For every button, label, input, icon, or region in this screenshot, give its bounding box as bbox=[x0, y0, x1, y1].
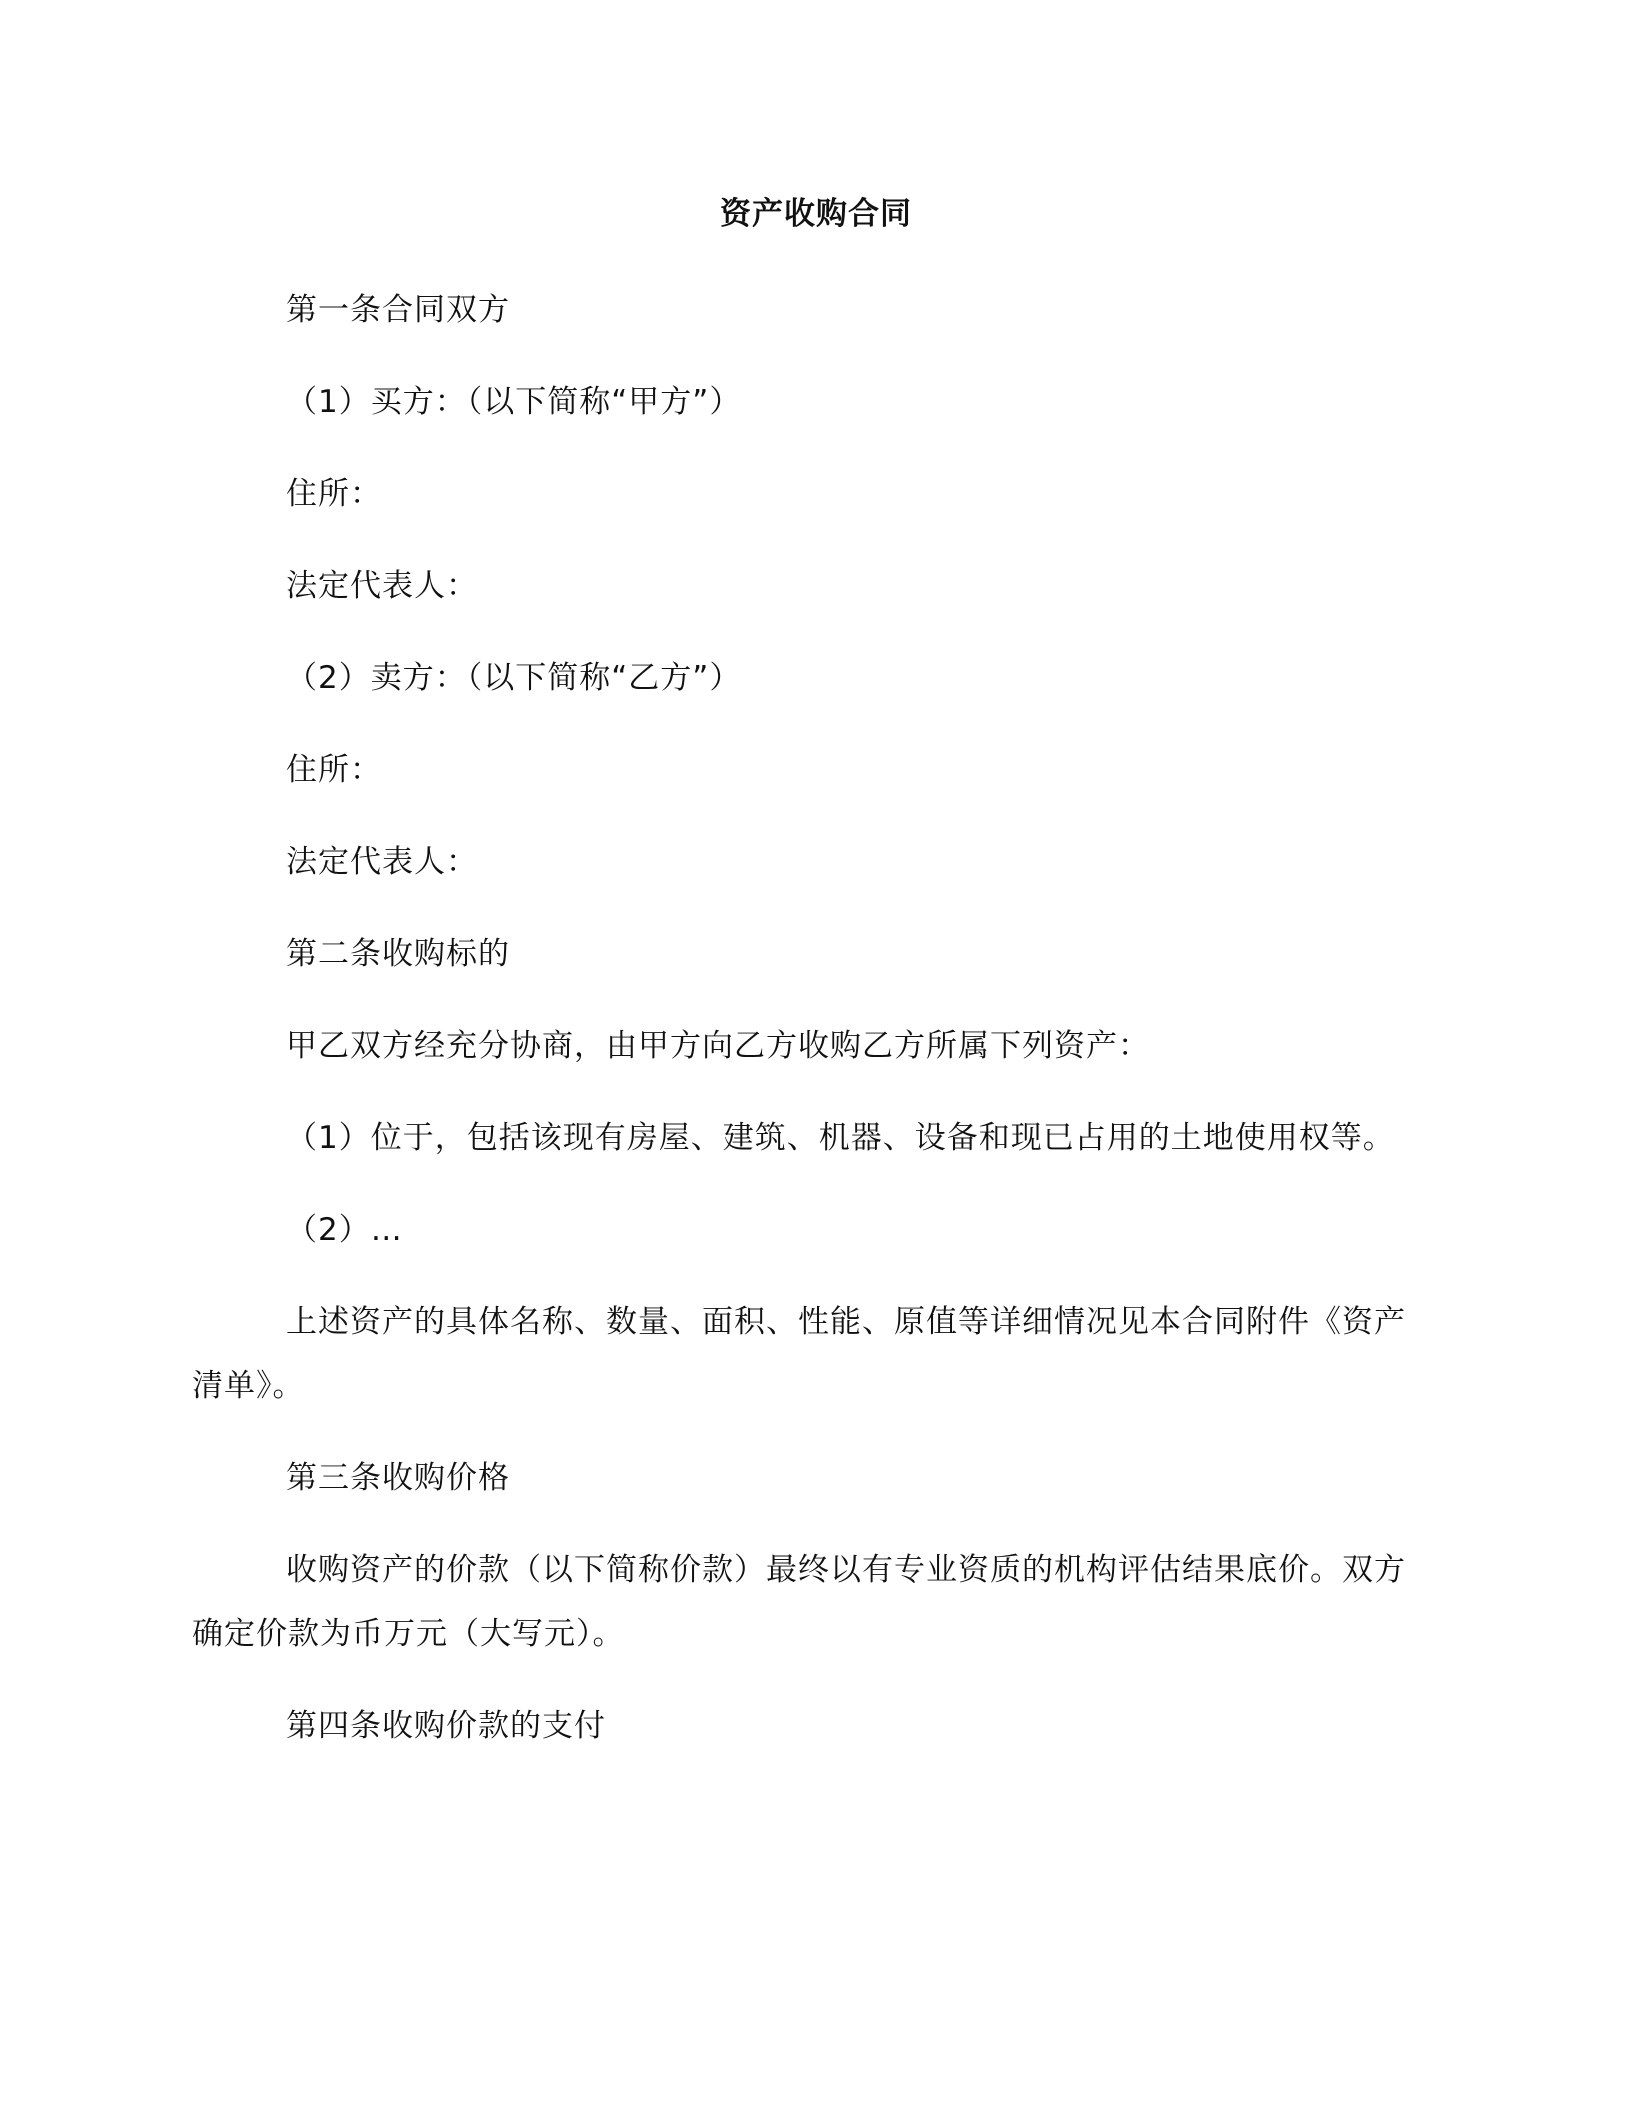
article-1-heading: 第一条合同双方 bbox=[286, 292, 510, 328]
seller-representative-label: 法定代表人： bbox=[286, 844, 478, 880]
article-4-heading: 第四条收购价款的支付 bbox=[286, 1708, 606, 1744]
seller-line: （2）卖方：（以下简称“乙方”） bbox=[286, 660, 742, 696]
article-2-intro: 甲乙双方经充分协商，由甲方向乙方收购乙方所属下列资产： bbox=[286, 1028, 1150, 1064]
article-2-item-2: （2）… bbox=[286, 1212, 403, 1248]
article-2-item-1: （1）位于，包括该现有房屋、建筑、机器、设备和现已占用的土地使用权等。 bbox=[286, 1120, 1395, 1156]
article-3-heading: 第三条收购价格 bbox=[286, 1460, 510, 1496]
article-2-detail: 上述资产的具体名称、数量、面积、性能、原值等详细情况见本合同附件《资产清单》。 bbox=[192, 1304, 1406, 1404]
article-2-heading: 第二条收购标的 bbox=[286, 936, 510, 972]
article-3-body: 收购资产的价款（以下简称价款）最终以有专业资质的机构评估结果底价。双方确定价款为币万元（大写元）。 bbox=[192, 1552, 1406, 1652]
document-title: 资产收购合同 bbox=[720, 196, 912, 232]
buyer-line: （1）买方：（以下简称“甲方”） bbox=[286, 384, 742, 420]
buyer-address-label: 住所： bbox=[286, 476, 382, 512]
seller-address-label: 住所： bbox=[286, 752, 382, 788]
buyer-representative-label: 法定代表人： bbox=[286, 568, 478, 604]
